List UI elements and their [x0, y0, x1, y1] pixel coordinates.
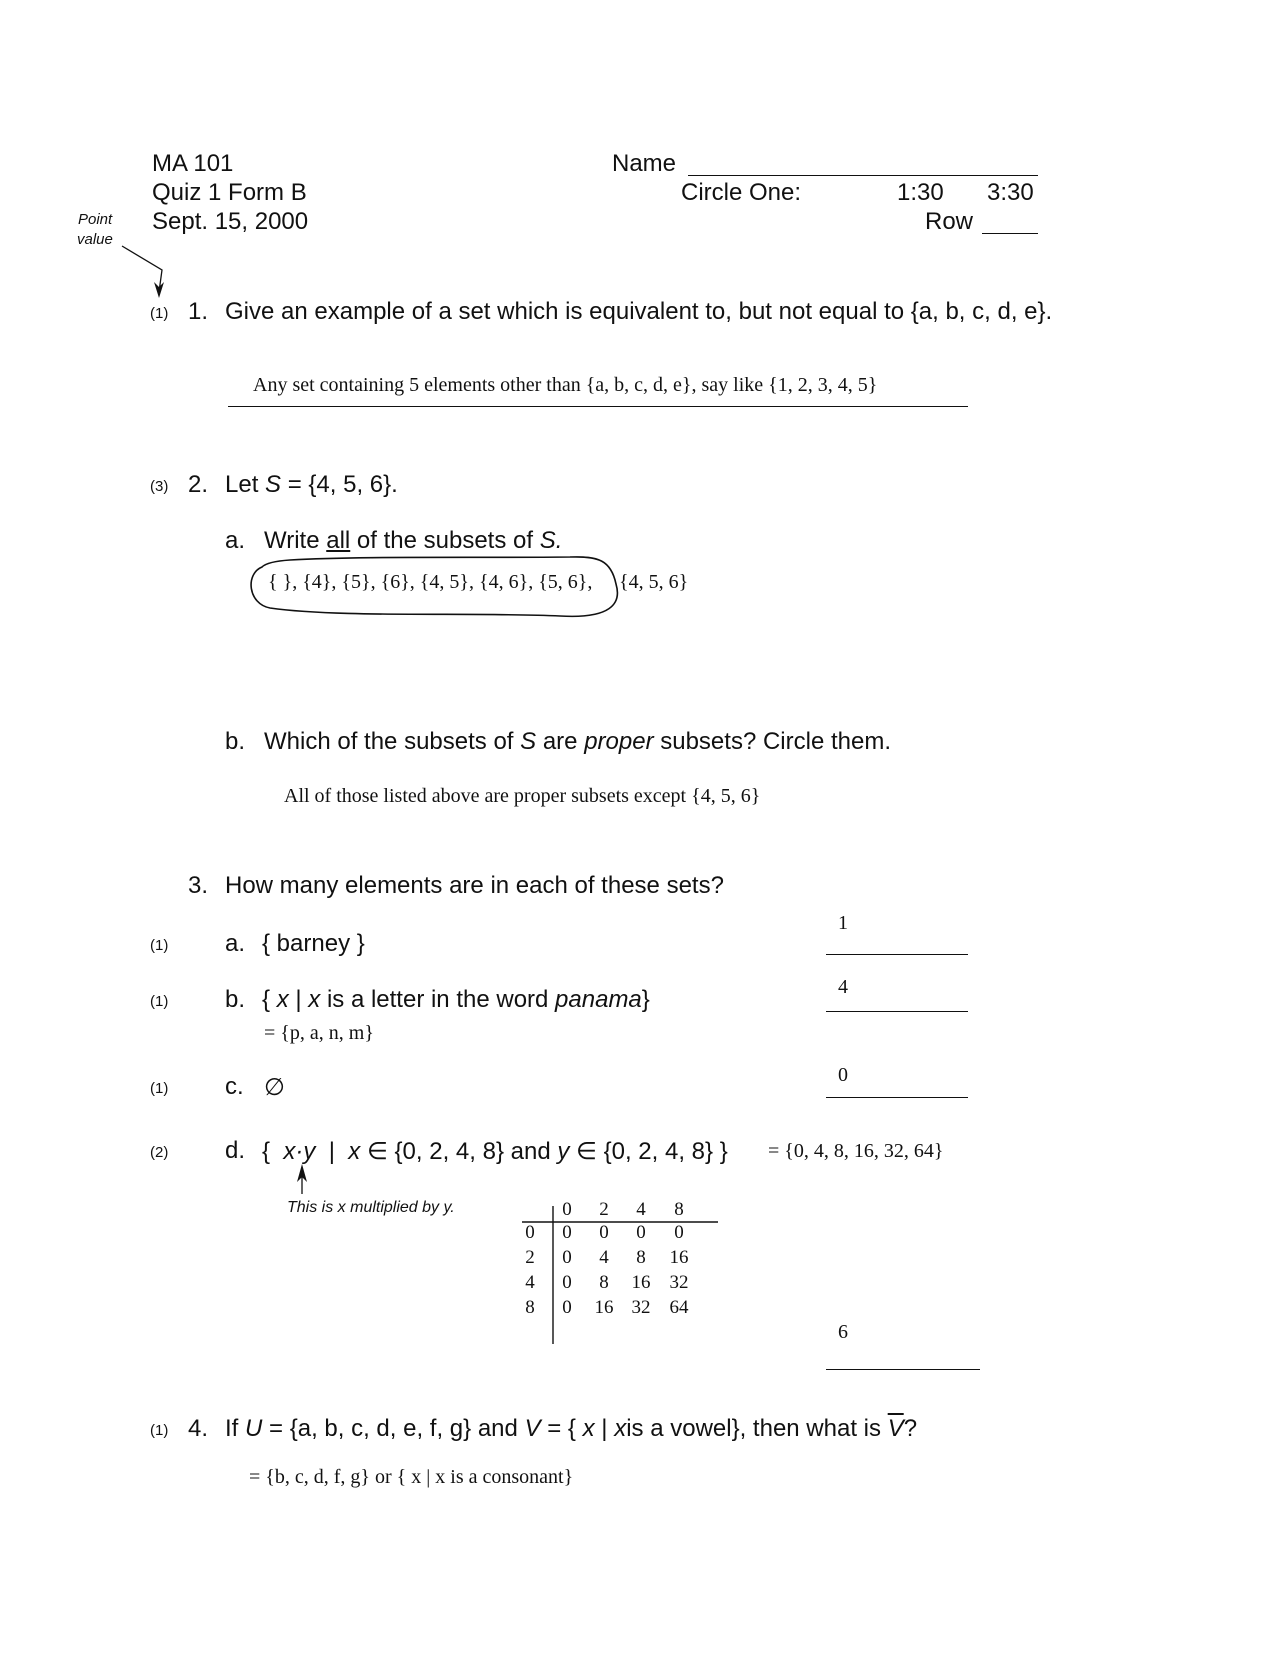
q3b-points: (1)	[150, 993, 169, 1010]
q3d-text: { x·y | x ∈ {0, 2, 4, 8} and y ∈ {0, 2, 4, 8} }	[262, 1138, 728, 1165]
q3a-answer: 1	[838, 912, 848, 934]
q3a-answer-line	[826, 954, 968, 955]
table-cell: 64	[669, 1297, 689, 1318]
q3-number: 3.	[188, 872, 209, 899]
q1-number: 1.	[188, 298, 209, 325]
q3a-points: (1)	[150, 937, 169, 954]
q3d-result: = {0, 4, 8, 16, 32, 64}	[768, 1140, 944, 1162]
table-cell: 32	[669, 1272, 689, 1293]
q3d-answer: 6	[838, 1321, 848, 1343]
table-cell: 32	[631, 1297, 651, 1318]
table-cell: 8	[599, 1272, 609, 1293]
q2-text: Let S = {4, 5, 6}.	[225, 471, 398, 498]
v-complement: $\overline{V}$	[887, 1415, 904, 1442]
q3b-letter: b.	[225, 986, 246, 1013]
point-label: Point	[78, 211, 113, 228]
q2b-answer: All of those listed above are proper subsets except {4, 5, 6}	[284, 785, 761, 807]
q2b-text: Which of the subsets of S are proper subsets? Circle them.	[264, 728, 891, 755]
q4-answer: = {b, c, d, f, g} or { x | x is a consonant}	[249, 1466, 574, 1488]
table-cell: 16	[631, 1272, 651, 1293]
table-cell: 4	[599, 1247, 609, 1268]
q3b-answer: 4	[838, 976, 848, 998]
q2a-letter: a.	[225, 527, 246, 554]
q3b-answer-line	[826, 1011, 968, 1012]
q2-points: (3)	[150, 478, 169, 495]
table-cell: 0	[562, 1247, 572, 1268]
q4-points: (1)	[150, 1422, 169, 1439]
circle-one-label: Circle One:	[681, 179, 802, 206]
table-col-header: 8	[674, 1199, 684, 1220]
q3d-answer-line	[826, 1369, 980, 1370]
table-cell: 16	[594, 1297, 614, 1318]
q2a-circled-subsets: { }, {4}, {5}, {6}, {4, 5}, {4, 6}, {5, 6},	[268, 571, 593, 593]
q1-answer-line	[228, 406, 968, 407]
name-label: Name	[612, 150, 677, 177]
table-cell: 0	[562, 1297, 572, 1318]
quiz-date: Sept. 15, 2000	[152, 208, 309, 235]
q3d-points: (2)	[150, 1144, 169, 1161]
row-label: Row	[925, 208, 974, 235]
table-col-header: 0	[562, 1199, 572, 1220]
table-cell: 0	[636, 1222, 646, 1243]
q2a-text: Write all of the subsets of S.	[264, 527, 563, 554]
time-option-1: 1:30	[897, 179, 944, 206]
table-cell: 8	[636, 1247, 646, 1268]
table-row-header: 2	[525, 1247, 535, 1268]
q1-answer: Any set containing 5 elements other than {a, b, c, d, e}, say like {1, 2, 3, 4, 5}	[253, 374, 878, 396]
q3a-letter: a.	[225, 930, 246, 957]
q3c-points: (1)	[150, 1080, 169, 1097]
q3c-answer: 0	[838, 1064, 848, 1086]
table-col-header: 4	[636, 1199, 646, 1220]
q3b-text: { x | x is a letter in the word panama}	[262, 986, 650, 1013]
q3a-text: { barney }	[262, 930, 365, 957]
q1-text: Give an example of a set which is equivalent to, but not equal to {a, b, c, d, e}.	[225, 298, 1053, 325]
point-value-arrowhead	[154, 282, 164, 298]
q3c-empty-set: ∅	[264, 1074, 285, 1101]
table-col-header: 2	[599, 1199, 609, 1220]
table-cell: 0	[562, 1272, 572, 1293]
course-title: MA 101	[152, 150, 234, 177]
q3c-letter: c.	[225, 1073, 244, 1100]
q3b-work: = {p, a, n, m}	[264, 1022, 374, 1044]
q3c-answer-line	[826, 1097, 968, 1098]
q3-text: How many elements are in each of these sets?	[225, 872, 724, 899]
multiply-note: This is x multiplied by y.	[287, 1199, 455, 1216]
q4-number: 4.	[188, 1415, 209, 1442]
table-cell: 0	[562, 1222, 572, 1243]
value-label: value	[77, 231, 113, 248]
q2a-full-set: {4, 5, 6}	[619, 571, 689, 593]
table-row-header: 8	[525, 1297, 535, 1318]
q4-text: If U = {a, b, c, d, e, f, g} and V = { x | xis a vowel}, then what is $\overline{V}$?	[225, 1415, 918, 1442]
q3d-letter: d.	[225, 1137, 246, 1164]
q2-number: 2.	[188, 471, 209, 498]
table-cell: 16	[669, 1247, 689, 1268]
table-row-header: 4	[525, 1272, 535, 1293]
time-option-2: 3:30	[987, 179, 1034, 206]
table-cell: 0	[674, 1222, 684, 1243]
table-cell: 0	[599, 1222, 609, 1243]
q2b-letter: b.	[225, 728, 246, 755]
quiz-title: Quiz 1 Form B	[152, 179, 307, 206]
table-row-header: 0	[525, 1222, 535, 1243]
q1-points: (1)	[150, 305, 169, 322]
